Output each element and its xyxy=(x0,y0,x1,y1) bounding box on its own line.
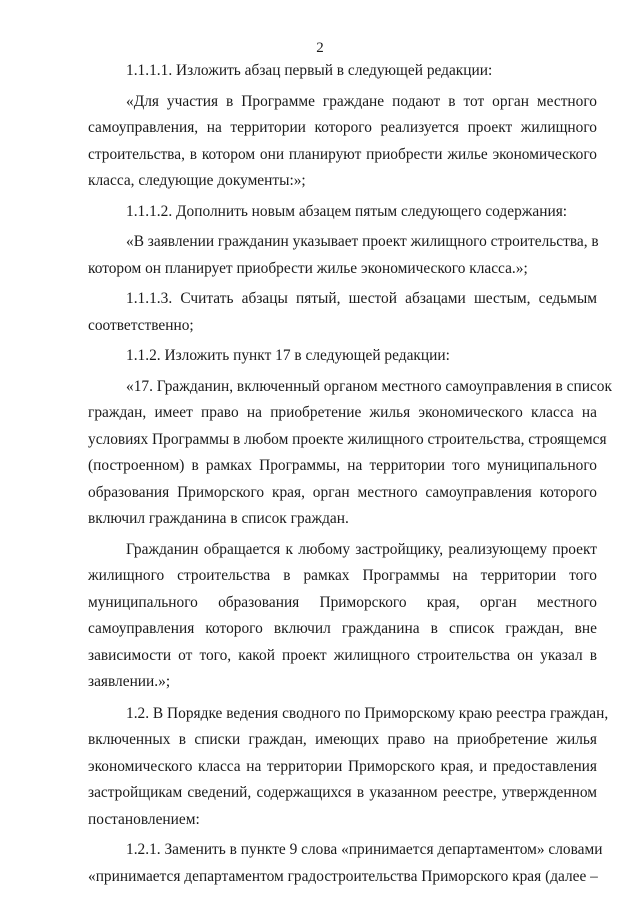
text-line: 1.1.1.1. Изложить абзац первый в следующей редакции: xyxy=(126,62,493,79)
text-line: строительства, в котором они планируют приобрести жилье экономического xyxy=(88,145,597,163)
text-line: класса, следующие документы:»; xyxy=(88,172,306,189)
text-line: 1.2. В Порядке ведения сводного по Приморскому краю реестра граждан, xyxy=(126,704,609,722)
paragraph xyxy=(88,837,603,890)
text-line: включил гражданина в список граждан. xyxy=(88,510,349,527)
text-line: «Для участия в Программе граждане подают в тот орган местного xyxy=(126,92,597,110)
page-number: 2 xyxy=(316,40,324,56)
text-line: «принимается департаментом градостроительства Приморского края (далее – xyxy=(88,867,598,885)
document-body xyxy=(88,58,612,890)
text-line: жилищного строительства в рамках Программы на территории того xyxy=(88,567,597,584)
paragraph xyxy=(88,199,597,226)
text-line: граждан, имеет право на приобретение жилья экономического класса на xyxy=(88,404,597,421)
text-line: условиях Программы в любом проекте жилищного строительства, строящемся xyxy=(88,430,607,448)
paragraph xyxy=(88,701,609,834)
text-line: зависимости от того, какой проект жилищного строительства он указал в xyxy=(88,646,597,664)
text-line: Гражданин обращается к любому застройщику, реализующему проект xyxy=(126,540,597,558)
text-line: 1.1.1.2. Дополнить новым абзацем пятым следующего содержания: xyxy=(126,202,568,220)
text-line: (построенном) в рамках Программы, на территории того муниципального xyxy=(88,457,597,474)
paragraph xyxy=(88,537,597,696)
paragraph xyxy=(88,343,597,370)
text-line: соответственно; xyxy=(88,316,194,334)
text-line: 1.2.1. Заменить в пункте 9 слова «принимается департаментом» словами xyxy=(126,841,603,858)
text-line: «В заявлении гражданин указывает проект жилищного строительства, в xyxy=(126,233,599,250)
paragraph xyxy=(88,229,597,282)
text-line: 1.1.2. Изложить пункт 17 в следующей редакции: xyxy=(126,347,450,364)
text-line: 1.1.1.3. Считать абзацы пятый, шестой абзацами шестым, седьмым xyxy=(126,290,597,307)
text-line: котором он планирует приобрести жилье экономического класса.»; xyxy=(88,259,528,277)
text-line: застройщикам сведений, содержащихся в указанном реестре, утвержденном xyxy=(88,784,597,801)
text-line: включенных в списки граждан, имеющих право на приобретение жилья xyxy=(88,731,597,748)
paragraph xyxy=(88,374,612,533)
text-line: постановлением: xyxy=(88,810,200,828)
paragraph xyxy=(88,89,597,195)
text-line: самоуправления, на территории которого реализуется проект жилищного xyxy=(88,119,597,136)
text-line: экономического класса на территории Приморского края, и предоставления xyxy=(88,757,597,775)
text-line: образования Приморского края, орган местного самоуправления которого xyxy=(88,483,597,501)
text-line: самоуправления которого включил гражданина в список граждан, вне xyxy=(88,620,597,637)
text-line: муниципального образования Приморского края, орган местного xyxy=(88,593,597,611)
paragraph xyxy=(88,286,597,339)
paragraph xyxy=(88,58,597,85)
text-line: заявлении.»; xyxy=(88,673,171,690)
text-line: «17. Гражданин, включенный органом местного самоуправления в список xyxy=(126,377,612,395)
